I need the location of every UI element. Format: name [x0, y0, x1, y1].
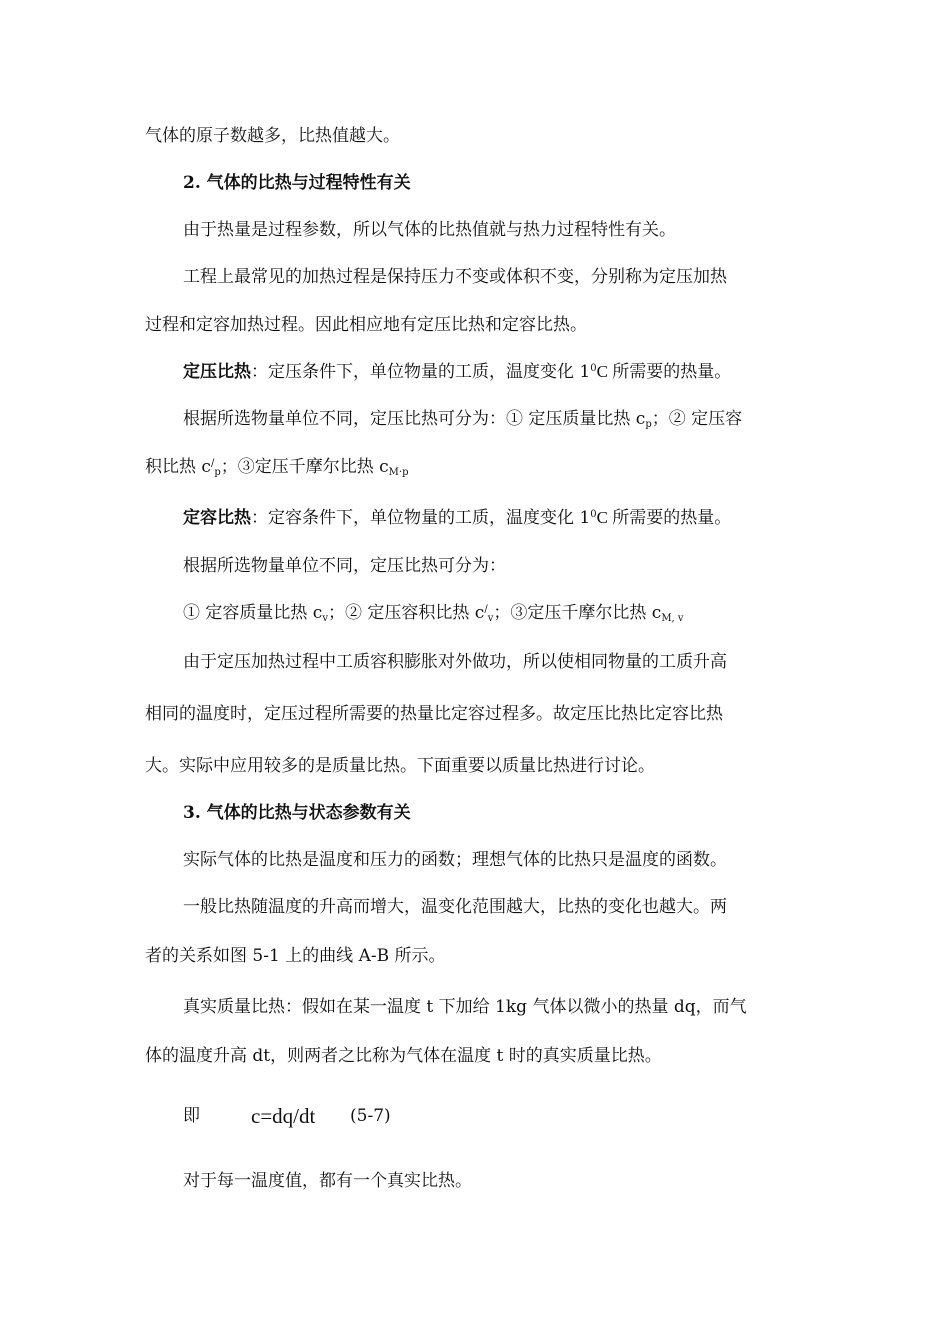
subscript: M, v	[661, 613, 684, 624]
formula-label: 即	[183, 1106, 200, 1126]
paragraph-text: 一般比热随温度的升高而增大，温变化范围越大，比热的变化也越大。两	[183, 897, 727, 917]
subscript: p	[214, 467, 221, 478]
paragraph-heating-process-line1	[183, 265, 950, 289]
paragraph-text: ；② 定压容	[651, 409, 743, 429]
paragraph-cp-types-line2	[145, 455, 950, 479]
paragraph-true-heat-line2	[145, 1044, 950, 1068]
formula-expression: c=dq/dt	[251, 1104, 316, 1128]
paragraph-heat-process-parameter	[183, 218, 950, 242]
paragraph-text: 由于定压加热过程中工质容积膨胀对外做功，所以使相同物量的工质升高	[183, 652, 727, 672]
paragraph-state-function	[183, 848, 950, 872]
formula-number: (5-7)	[350, 1106, 391, 1126]
heading-process-dependence	[183, 171, 950, 195]
paragraph-text: 工程上最常见的加热过程是保持压力不变或体积不变，分别称为定压加热	[183, 267, 727, 287]
heading-state-dependence	[183, 801, 950, 825]
definition-constant-volume	[183, 506, 950, 530]
paragraph-true-heat-line1	[183, 995, 950, 1019]
subscript: v	[487, 613, 494, 624]
superscript: 0	[590, 363, 597, 374]
term-constant-pressure: 定压比热	[183, 362, 251, 382]
paragraph-text: 气体的原子数越多，比热值越大。	[145, 126, 400, 146]
paragraph-text: 积比热 c	[145, 457, 211, 477]
definition-text: C 所需要的热量。	[596, 362, 732, 381]
paragraph-text: 大。实际中应用较多的是质量比热。下面重要以质量比热进行讨论。	[145, 756, 655, 776]
paragraph-curve-line2	[145, 944, 950, 968]
paragraph-text: ；③定压千摩尔比热 c	[220, 457, 389, 477]
paragraph-atom-count	[145, 124, 950, 148]
paragraph-text: 根据所选物量单位不同，定压比热可分为：	[183, 556, 506, 576]
paragraph-text: 体的温度升高 dt，则两者之比称为气体在温度 t 时的真实质量比热。	[145, 1046, 662, 1066]
paragraph-compare-line3	[145, 754, 950, 778]
subscript: v	[322, 613, 328, 624]
paragraph-text: 真实质量比热：假如在某一温度 t 下加给 1kg 气体以微小的热量 dq，而气	[183, 997, 747, 1017]
paragraph-text: 由于热量是过程参数，所以气体的比热值就与热力过程特性有关。	[183, 220, 676, 240]
subscript: p	[645, 419, 652, 430]
term-constant-volume: 定容比热	[183, 508, 251, 528]
paragraph-cp-types-line1	[183, 407, 950, 431]
paragraph-text: 者的关系如图 5-1 上的曲线 A-B 所示。	[145, 946, 446, 966]
paragraph-true-heat-each-temp	[183, 1169, 950, 1193]
paragraph-text: 实际气体的比热是温度和压力的函数；理想气体的比热只是温度的函数。	[183, 850, 727, 870]
paragraph-cv-types-intro	[183, 554, 950, 578]
paragraph-curve-line1	[183, 895, 950, 919]
superscript: /	[484, 604, 488, 615]
paragraph-text: 相同的温度时，定压过程所需要的热量比定容过程多。故定压比热比定容比热	[145, 704, 723, 724]
paragraph-text: 对于每一温度值，都有一个真实比热。	[183, 1171, 472, 1191]
definition-text: ：定容条件下，单位物量的工质，温度变化 1	[251, 508, 591, 528]
paragraph-text: 根据所选物量单位不同，定压比热可分为：① 定压质量比热 c	[183, 409, 646, 429]
definition-text: ：定压条件下，单位物量的工质，温度变化 1	[251, 362, 591, 382]
heading-text: 2. 气体的比热与过程特性有关	[183, 173, 411, 193]
definition-constant-pressure	[183, 360, 950, 384]
subscript: M·p	[388, 467, 409, 478]
superscript: /	[210, 458, 215, 469]
paragraph-compare-line2	[145, 702, 950, 726]
paragraph-text: 过程和定容加热过程。因此相应地有定压比热和定容比热。	[145, 315, 587, 335]
superscript: 0	[590, 509, 597, 520]
paragraph-cv-types-list	[183, 601, 950, 625]
paragraph-text: ① 定容质量比热 c	[183, 603, 323, 623]
paragraph-heating-process-line2	[145, 313, 950, 337]
paragraph-compare-line1	[183, 650, 950, 674]
heading-text: 3. 气体的比热与状态参数有关	[183, 803, 411, 823]
paragraph-text: ；② 定压容积比热 c	[328, 603, 485, 623]
definition-text: C 所需要的热量。	[596, 508, 732, 527]
paragraph-text: ；③定压千摩尔比热 c	[493, 603, 662, 623]
